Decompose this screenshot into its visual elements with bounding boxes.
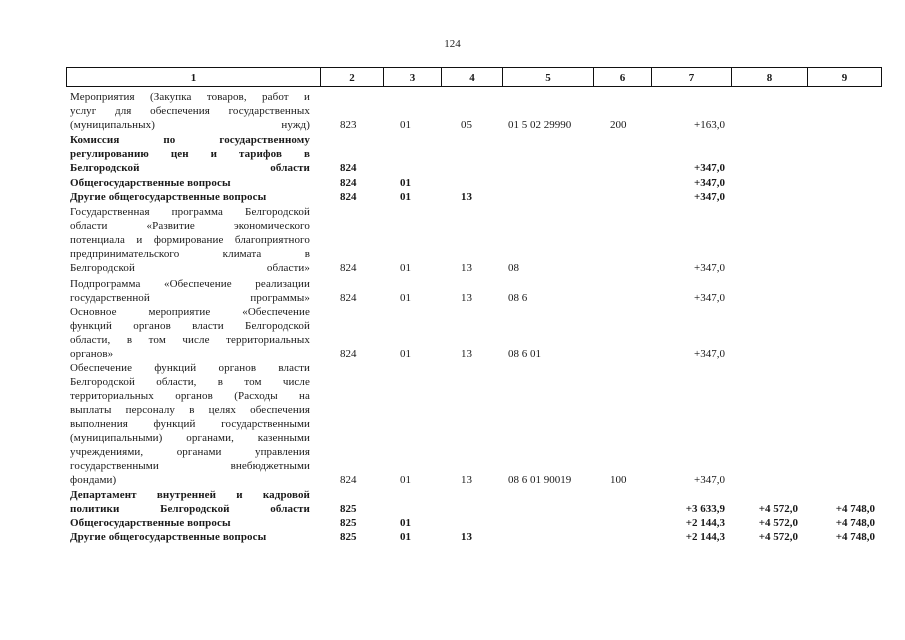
cell-c5: 08 6 01 90019: [508, 474, 572, 486]
cell-c7: +347,0: [693, 177, 725, 189]
header-col-8: 8: [731, 68, 807, 86]
row-description: Подпрограмма «Обеспечение реализации государственной программы»: [70, 278, 310, 304]
cell-c5: 01 5 02 29990: [508, 119, 572, 131]
cell-c7: +163,0: [694, 119, 725, 131]
row-description: Комиссия по государственному регулированию цен и тарифов в Белгородской области: [70, 134, 310, 174]
cell-c5: 08 6: [508, 292, 528, 304]
cell-c9: +4 748,0: [835, 531, 875, 543]
cell-c4: 13: [461, 531, 472, 543]
cell-c2: 824: [340, 474, 357, 486]
cell-c7: +347,0: [694, 348, 725, 360]
cell-c2: 823: [340, 119, 357, 131]
header-col-5: 5: [502, 68, 593, 86]
cell-c7: +347,0: [694, 292, 725, 304]
cell-c8: +4 572,0: [758, 503, 798, 515]
cell-c7: +2 144,3: [685, 531, 725, 543]
cell-c2: 824: [340, 191, 357, 203]
cell-c4: 13: [461, 348, 472, 360]
row-description: Департамент внутренней и кадровой политики Белгородской области: [70, 489, 310, 515]
cell-c3: 01: [400, 517, 411, 529]
cell-c4: 13: [461, 292, 472, 304]
cell-c2: 825: [340, 503, 357, 515]
cell-c8: +4 572,0: [758, 531, 798, 543]
cell-c3: 01: [400, 474, 411, 486]
header-col-1: 1: [190, 72, 197, 84]
row-description: Мероприятия (Закупка товаров, работ и услуг для обеспечения государственных (муниципальных) нужд): [70, 91, 310, 131]
cell-c4: 05: [461, 119, 472, 131]
cell-c7: +347,0: [694, 262, 725, 274]
cell-c7: +347,0: [693, 191, 725, 203]
cell-c6: 100: [610, 474, 627, 486]
cell-c7: +2 144,3: [685, 517, 725, 529]
cell-c5: 08: [508, 262, 519, 274]
row-description: Обеспечение функций органов власти Белгородской области, в том числе территориальных органов (Расходы на выплаты персоналу в целях обеспечения выполнения функций государственными (муниципальными) органами, казенными учреждениями, органами управления государственными внебюджетными фондами): [70, 362, 310, 486]
cell-c3: 01: [400, 348, 411, 360]
cell-c3: 01: [400, 262, 411, 274]
cell-c5: 08 6 01: [508, 348, 541, 360]
cell-c4: 13: [461, 191, 472, 203]
header-col-2: 2: [320, 68, 383, 86]
row-description: Другие общегосударственные вопросы: [70, 191, 267, 203]
row-description: Общегосударственные вопросы: [70, 177, 231, 189]
cell-c2: 825: [340, 531, 357, 543]
cell-c3: 01: [400, 292, 411, 304]
header-col-7: 7: [651, 68, 731, 86]
cell-c3: 01: [400, 531, 411, 543]
cell-c2: 824: [340, 292, 357, 304]
cell-c7: +347,0: [693, 162, 725, 174]
cell-c2: 825: [340, 517, 357, 529]
header-col-3: 3: [383, 68, 441, 86]
cell-c9: +4 748,0: [835, 517, 875, 529]
header-col-4: 4: [441, 68, 502, 86]
cell-c2: 824: [340, 348, 357, 360]
header-col-9: 9: [807, 68, 881, 86]
cell-c7: +347,0: [694, 474, 725, 486]
cell-c3: 01: [400, 177, 411, 189]
cell-c9: +4 748,0: [835, 503, 875, 515]
page-number: 124: [444, 38, 461, 50]
cell-c2: 824: [340, 162, 357, 174]
header-col-6: 6: [593, 68, 651, 86]
cell-c6: 200: [610, 119, 627, 131]
row-description: Другие общегосударственные вопросы: [70, 531, 267, 543]
cell-c3: 01: [400, 191, 411, 203]
cell-c4: 13: [461, 474, 472, 486]
cell-c2: 824: [340, 262, 357, 274]
cell-c2: 824: [340, 177, 357, 189]
cell-c4: 13: [461, 262, 472, 274]
table-header: [66, 67, 882, 87]
row-description: Государственная программа Белгородской области «Развитие экономического потенциала и формирование благоприятного предпринимательского климата в Белгородской области»: [70, 206, 310, 274]
cell-c7: +3 633,9: [685, 503, 725, 515]
cell-c8: +4 572,0: [758, 517, 798, 529]
row-description: Общегосударственные вопросы: [70, 517, 231, 529]
cell-c3: 01: [400, 119, 411, 131]
row-description: Основное мероприятие «Обеспечение функций органов власти Белгородской области, в том числе территориальных органов»: [70, 306, 310, 360]
